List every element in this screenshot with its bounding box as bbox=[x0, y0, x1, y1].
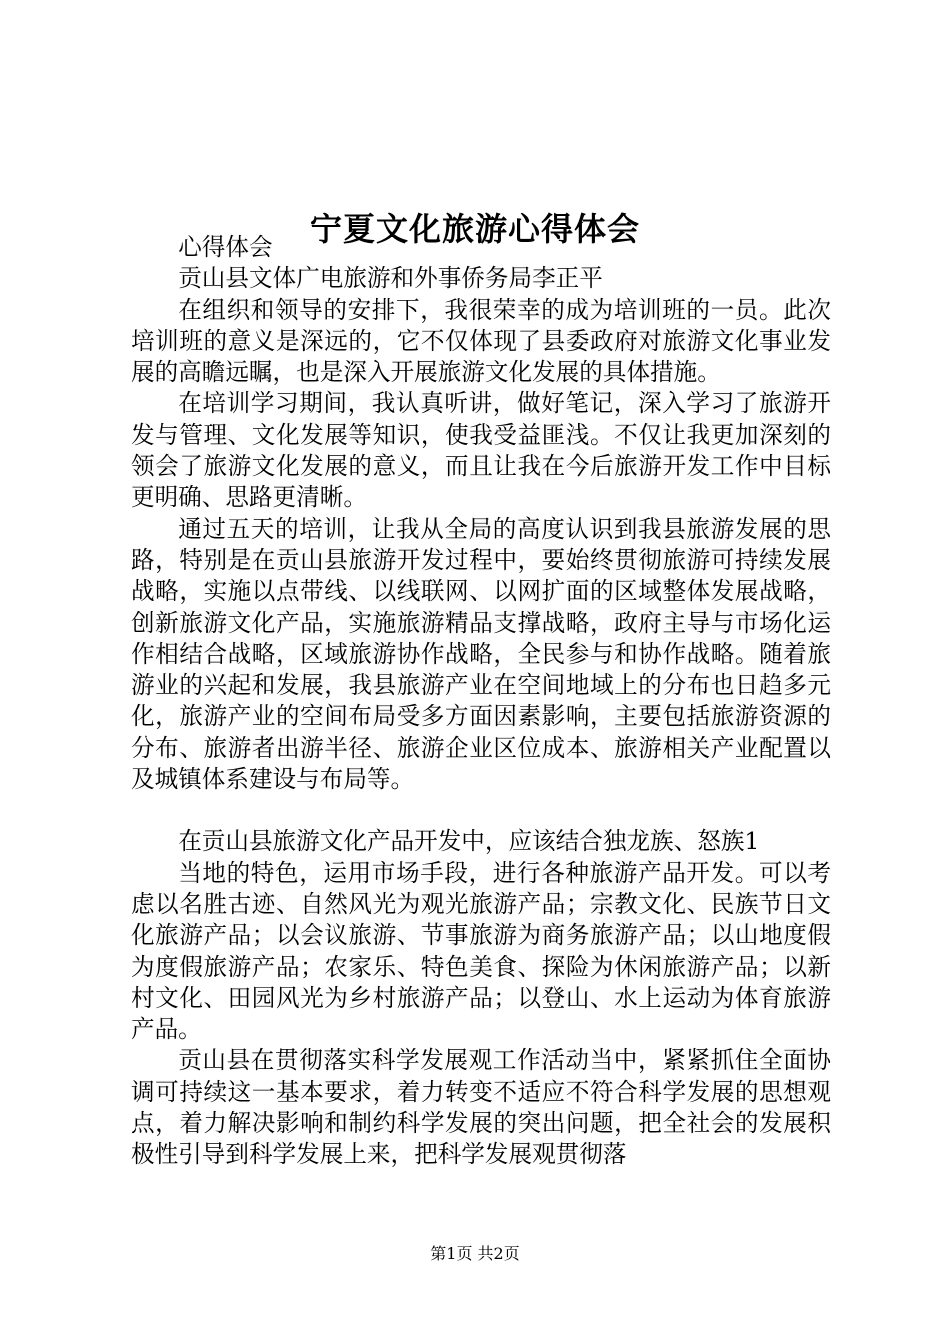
paragraph-spacer bbox=[131, 795, 831, 826]
paragraph-heading: 心得体会 bbox=[178, 233, 273, 261]
paragraph-product-intro: 在贡山县旅游文化产品开发中，应该结合独龙族、怒族1 bbox=[178, 827, 760, 856]
paragraph-intro: 在组织和领导的安排下，我很荣幸的成为培训班的一员。此次培训班的意义是深远的，它不仅体现了县委政府对旅游文化事业发展的高瞻远瞩，也是深入开展旅游文化发展的具体措施。 bbox=[131, 295, 831, 387]
paragraph-development: 贡山县在贯彻落实科学发展观工作活动当中，紧紧抓住全面协调可持续这一基本要求，着力转变不适应不符合科学发展的思想观点，着力解决影响和制约科学发展的突出问题，把全社会的发展积极性引导到科学发展上来，把科学发展观贯彻落 bbox=[131, 1046, 831, 1169]
document-body bbox=[131, 232, 831, 1171]
paragraph-strategy: 通过五天的培训，让我从全局的高度认识到我县旅游发展的思路，特别是在贡山县旅游开发过程中，要始终贯彻旅游可持续发展战略，实施以点带线、以线联网、以网扩面的区域整体发展战略，创新旅游文化产品，实施旅游精品支撑战略，政府主导与市场化运作相结合战略，区域旅游协作战略，全民参与和协作战略。随着旅游业的兴起和发展，我县旅游产业在空间地域上的分布也日趋多元化，旅游产业的空间布局受多方面因素影响，主要包括旅游资源的分布、旅游者出游半径、旅游企业区位成本、旅游相关产业配置以及城镇体系建设与布局等。 bbox=[131, 514, 831, 794]
page-footer: 第1页 共2页 bbox=[430, 1244, 520, 1263]
paragraph-author: 贡山县文体广电旅游和外事侨务局李正平 bbox=[178, 264, 603, 293]
paragraph-training: 在培训学习期间，我认真听讲，做好笔记，深入学习了旅游开发与管理、文化发展等知识，使我受益匪浅。不仅让我更加深刻的领会了旅游文化发展的意义，而且让我在今后旅游开发工作中目标更明确、思路更清晰。 bbox=[131, 389, 831, 512]
document-title: 宁夏文化旅游心得体会 bbox=[309, 210, 640, 249]
paragraph-products: 当地的特色，运用市场手段，进行各种旅游产品开发。可以考虑以名胜古迹、自然风光为观光旅游产品；宗教文化、民族节日文化旅游产品；以会议旅游、节事旅游为商务旅游产品；以山地度假为度假旅游产品；农家乐、特色美食、探险为休闲旅游产品；以新村文化、田园风光为乡村旅游产品；以登山、水上运动为体育旅游产品。 bbox=[131, 858, 831, 1044]
